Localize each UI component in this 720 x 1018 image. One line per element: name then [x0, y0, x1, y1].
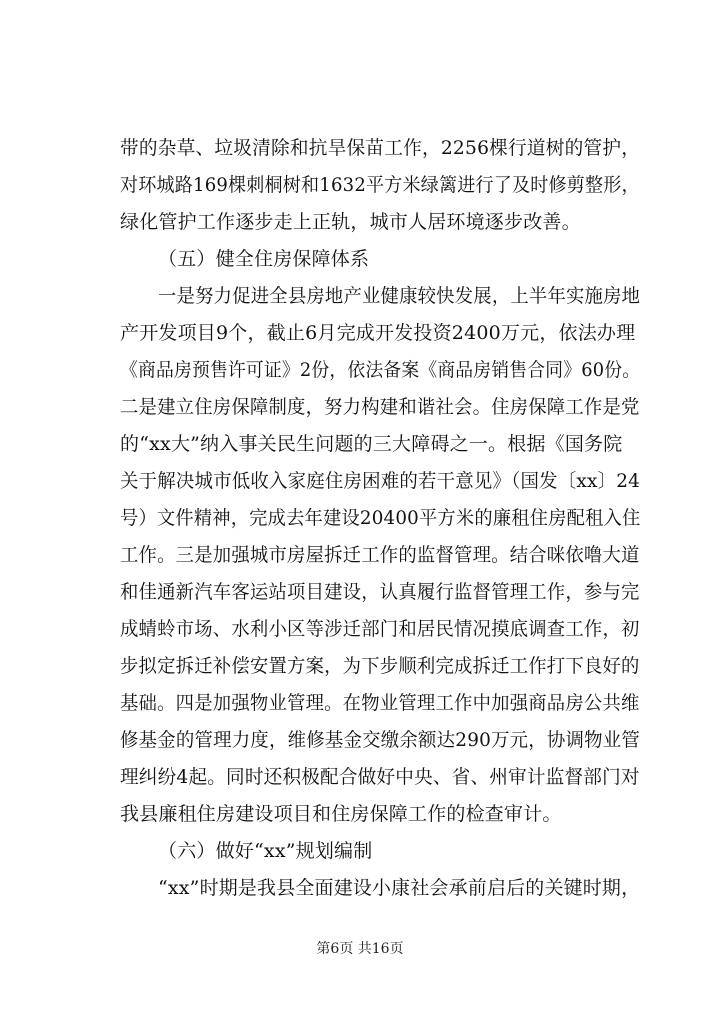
- body-text-line: 号）文件精神，完成去年建设20400平方米的廉租住房配租入住: [120, 507, 641, 529]
- body-text-line: 我县廉租住房建设项目和住房保障工作的检查审计。: [120, 803, 562, 825]
- body-text-line: 对环城路169棵刺桐树和1632平方米绿篱进行了及时修剪整形，: [120, 174, 640, 196]
- section-heading: （五）健全住房保障体系: [158, 248, 370, 270]
- body-text-line: 工作。三是加强城市房屋拆迁工作的监督管理。结合咪依噜大道: [120, 544, 640, 566]
- body-text-line: 带的杂草、垃圾清除和抗旱保苗工作，2256棵行道树的管护，: [120, 137, 641, 159]
- body-text-line: 关于解决城市低收入家庭住房困难的若干意见》（国发〔xx〕24: [120, 470, 641, 492]
- body-text-line: 修基金的管理力度，维修基金交缴余额达290万元，协调物业管: [120, 729, 641, 751]
- body-text-line: “xx”时期是我县全面建设小康社会承前启后的关键时期，: [158, 877, 641, 899]
- body-text-line: 一是努力促进全县房地产业健康较快发展，上半年实施房地: [158, 285, 641, 307]
- body-text-line: 的“xx大”纳入事关民生问题的三大障碍之一。根据《国务院: [120, 433, 623, 455]
- body-text-line: 《商品房预售许可证》2份，依法备案《商品房销售合同》60份。: [120, 359, 641, 381]
- page-footer: 第6页 共16页: [316, 941, 404, 957]
- body-text-line: 二是建立住房保障制度，努力构建和谐社会。住房保障工作是党: [120, 396, 640, 418]
- body-text-line: 步拟定拆迁补偿安置方案，为下步顺利完成拆迁工作打下良好的: [120, 655, 640, 677]
- body-text-line: 理纠纷4起。同时还积极配合做好中央、省、州审计监督部门对: [120, 766, 640, 788]
- body-text-line: 产开发项目9个，截止6月完成开发投资2400万元，依法办理: [120, 322, 636, 344]
- body-text-line: 和佳通新汽车客运站项目建设，认真履行监督管理工作，参与完: [120, 581, 640, 603]
- body-text-line: 基础。四是加强物业管理。在物业管理工作中加强商品房公共维: [120, 692, 640, 714]
- section-heading: （六）做好“xx”规划编制: [158, 840, 373, 862]
- body-text-line: 成蜻蛉市场、水利小区等涉迁部门和居民情况摸底调查工作，初: [120, 618, 640, 640]
- body-text-line: 绿化管护工作逐步走上正轨，城市人居环境逐步改善。: [120, 211, 581, 233]
